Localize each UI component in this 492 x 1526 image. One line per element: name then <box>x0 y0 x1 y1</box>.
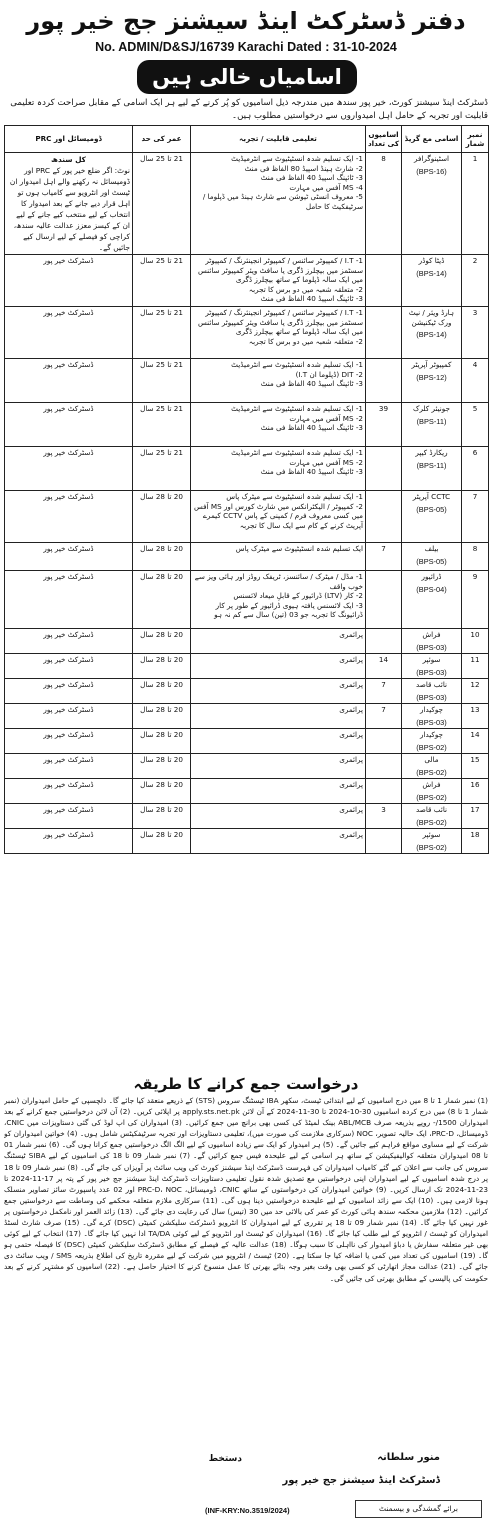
domicile-cell: ڈسٹرکٹ خیر پور <box>5 403 133 447</box>
domicile-cell: ڈسٹرکٹ خیر پور <box>5 729 133 754</box>
post-grade: (BPS-02) <box>416 767 447 777</box>
post-name: ہارڈ ویئر / نیٹ ورک ٹیکنیشن <box>408 308 455 327</box>
post-cell <box>402 779 462 804</box>
header-domicile: ڈومیسائل اور PRC <box>5 126 133 153</box>
post-count: 8 <box>366 153 402 255</box>
table-row <box>5 679 489 704</box>
post-cell <box>402 629 462 654</box>
domicile-note: نوٹ: اگر ضلع خیر پور کے PRC اور ڈومیسائل نہ رکھنے والے اہل امیدوار ان ٹیسٹ اور انٹرویو سے کامیاب ہوں تو اہل قرار دیے جانے کے بعد امیدوار کا انتخاب کے لیے منتخب کیے جانے کے لیے ان کے کیسز معزز عدالت عالیہ سندھ، کراچی کو فیصلے کے لیے ارسال کیے جائیں گے۔ <box>9 166 130 252</box>
age-limit: 20 تا 28 سال <box>133 654 191 679</box>
table-row <box>5 307 489 359</box>
post-name: کمپیوٹر آپریٹر <box>411 360 452 369</box>
post-grade: (BPS-14) <box>416 330 447 339</box>
post-name: ڈیٹا کوڈر <box>418 256 445 265</box>
age-limit: 21 تا 25 سال <box>133 255 191 307</box>
table-row <box>5 543 489 571</box>
header-qualification: تعلیمی قابلیت / تجربہ <box>191 126 366 153</box>
table-row <box>5 704 489 729</box>
age-limit: 20 تا 28 سال <box>133 704 191 729</box>
qualification-cell <box>191 654 366 679</box>
post-grade: (BPS-02) <box>416 817 447 827</box>
post-grade: (BPS-02) <box>416 742 447 752</box>
post-count <box>366 754 402 779</box>
post-grade: (BPS-04) <box>416 584 447 594</box>
qualification-line: پرائمری <box>339 755 363 764</box>
qualification-cell <box>191 153 366 255</box>
post-cell <box>402 543 462 571</box>
table-row <box>5 629 489 654</box>
age-limit: 20 تا 28 سال <box>133 629 191 654</box>
post-name: سوئپر <box>422 830 441 839</box>
post-name: بیلف <box>424 544 439 553</box>
qualification-cell <box>191 754 366 779</box>
table-row <box>5 491 489 543</box>
qualification-cell <box>191 571 366 629</box>
row-number: 16 <box>462 779 489 804</box>
post-grade: (BPS-03) <box>416 667 447 677</box>
post-cell <box>402 153 462 255</box>
post-count <box>366 571 402 629</box>
domicile-cell: ڈسٹرکٹ خیر پور <box>5 359 133 403</box>
row-number: 1 <box>462 153 489 255</box>
qualification-cell <box>191 679 366 704</box>
domicile-cell: ڈسٹرکٹ خیر پور <box>5 754 133 779</box>
post-name: ریکارڈ کیپر <box>415 448 448 457</box>
post-count <box>366 255 402 307</box>
age-limit: 21 تا 25 سال <box>133 447 191 491</box>
post-name: ڈرائیور <box>421 572 442 581</box>
post-grade: (BPS-02) <box>416 842 447 852</box>
qualification-line: 1- ایک تسلیم شدہ انسٹیٹیوٹ سے انٹرمیڈیٹ <box>231 154 363 163</box>
row-number: 14 <box>462 729 489 754</box>
row-number: 7 <box>462 491 489 543</box>
post-count: 7 <box>366 543 402 571</box>
qualification-cell <box>191 729 366 754</box>
row-number: 6 <box>462 447 489 491</box>
procedure-title: درخواست جمع کرانے کا طریقہ <box>133 1075 359 1093</box>
age-limit: 21 تا 25 سال <box>133 359 191 403</box>
table-row <box>5 255 489 307</box>
age-limit: 20 تا 28 سال <box>133 571 191 629</box>
qualification-cell <box>191 359 366 403</box>
qualification-line: 2- MS آفس میں مہارت <box>289 413 363 423</box>
age-limit: 20 تا 28 سال <box>133 829 191 854</box>
inf-code: (INF-KRY:No.3519/2024) <box>205 1506 290 1515</box>
post-count <box>366 491 402 543</box>
age-limit: 20 تا 28 سال <box>133 754 191 779</box>
post-name: سوئپر <box>422 655 441 664</box>
table-row <box>5 359 489 403</box>
qualification-line: 3- ٹائپنگ اسپیڈ 40 الفاظ فی منٹ <box>260 379 363 388</box>
qualification-line: 2- DIT (ڈپلوما ان I.T) <box>295 369 363 379</box>
post-name: مالی <box>424 755 439 764</box>
row-number: 17 <box>462 804 489 829</box>
qualification-line: 3- ٹائپنگ اسپیڈ 40 الفاظ فی منٹ <box>260 467 363 476</box>
qualification-line: ایک تسلیم شدہ انسٹیٹیوٹ سے میٹرک پاس <box>235 544 363 553</box>
row-number: 10 <box>462 629 489 654</box>
post-name: چوکیدار <box>420 705 443 714</box>
table-header-row <box>5 126 489 153</box>
post-grade: (BPS-05) <box>416 556 447 566</box>
post-name: جونیئر کلرک <box>413 404 450 413</box>
row-number: 12 <box>462 679 489 704</box>
qualification-line: 2- کمپیوٹر / الیکٹرانکس میں شارٹ کورس اور MS آفس میں کسی معروف فرم / کمپنی کے پاس CCTV کیمرے آپریٹ کرنے کے کام سے ایک سال کا تجربہ <box>194 501 363 530</box>
qualification-line: 2- متعلقہ شعبہ میں دو برس کا تجربہ <box>248 284 363 294</box>
domicile-cell: ڈسٹرکٹ خیر پور <box>5 629 133 654</box>
post-cell <box>402 804 462 829</box>
procedure-text: (1) نمبر شمار 1 تا 8 میں درج اسامیوں کے لیے ابتدائی ٹیسٹ، سکھر IBA ٹیسٹنگ سروس (STS) کے ذریعے منعقد کیا جائے گا۔ دلچسپی کے حامل امیدواران (نمبر شمار 1 تا 8) میں درج کردہ اسامیوں 30-10-2024 تا 30-11-2024 کے آن لائن apply.sts.net.pk پر اپلائی کریں۔ (2) آن لائن درخواستیں جمع کرانے کے بعد امیدواران 1500/- روپے بذریعہ صرف ABL/MCB بینک لمیٹڈ کی کسی بھی برانچ میں جمع کرائیں۔ (3) امیدواران کی اپ لوڈ کی گئی دستاویزات میں CNIC، ڈومیسائل، PRC-D، ایک حالیہ تصویر، NOC (سرکاری ملازمت کی صورت میں)، تعلیمی دستاویزات اور تجربہ سرٹیفکیٹس شامل ہوں۔ (4) خواتین امیدواران کو شرکت کے لیے مساوی مواقع فراہم کیے جائیں گے۔ (5) ہر امیدوار کو ایک سے زیادہ اسامیوں کے لیے الگ الگ درخواستیں جمع کرانا ہوں گی۔ (6) نمبر شمار 01 تا 08 امیدواران متعلقہ کوالیفیکیشن کے ساتھ ہر اسامی کے لیے علیحدہ فیس جمع کرائیں گے۔ (7) نمبر شمار 09 تا 18 کی اسامیوں کے لیے SIBA ٹیسٹنگ سروس کی جانب سے اعلان کیے گئے کامیاب امیدواران کی فہرست ڈسٹرکٹ اینڈ سیشنز کورٹ کی ویب سائٹ پر آویزاں کی جائے گی۔ (8) نمبر شمار 09 تا 18 پر درج شدہ اسامیوں کے لیے امیدواران اپنی درخواستیں مع تصدیق شدہ نقول تعلیمی دستاویزات ڈسٹرکٹ اینڈ سیشنز جج خیر پور کے پتہ پر 17-11-2024 تا 23-11-2024 تک ارسال کریں۔ (9) خواتین امیدواران کی درخواستوں کے ساتھ CNIC، ڈومیسائل، PRC-D، NOC اور 02 عدد پاسپورٹ سائز تصاویر منسلک ہونا لازمی ہیں۔ (10) ایک سے زائد اسامیوں کے لیے علیحدہ درخواستیں دینا ہوں گی۔ (11) سرکاری ملازم متعلقہ محکمے کی وساطت سے درخواستیں جمع کرائیں۔ (12) ملازمین محکمہ سندھ ہائی کورٹ کو عمر کی بالائی حد میں 30 (تیس) سال کی رعایت دی جائے گی۔ (13) زائد العمر اور نامکمل درخواستوں پر غور نہیں کیا جائے گا۔ (14) نمبر شمار 09 تا 18 پر تقرری کے لیے امیدواران کا انٹرویو ڈسٹرکٹ سلیکشن کمیٹی (DSC) کرے گی۔ (15) صرف شارٹ لسٹڈ امیدواران کو ٹیسٹ / انٹرویو کے لیے طلب کیا جائے گا۔ (16) امیدواران کو ٹیسٹ اور انٹرویو کے لیے کوئی TA/DA ادا نہیں کیا جائے گا۔ (17) انتخاب کے لیے کوئی بھی غیر متعلقہ سفارش یا دباؤ امیدوار کی نااہلی کا سبب ہوگا۔ (18) عدالت عالیہ کے فیصلے کے مطابق ڈسٹرکٹ سلیکشن کمیٹی (DSC) کا فیصلہ حتمی ہو گا۔ (19) اسامیوں کی تعداد میں کمی یا اضافہ کیا جا سکتا ہے۔ (20) ٹیسٹ / انٹرویو میں شرکت کے لیے مقررہ تاریخ کی اطلاع بذریعہ SMS / ویب سائٹ دی جائے گی۔ (21) عدالت مجاز اتھارٹی کو کسی بھی وقت بغیر وجہ بتائے بھرتی کا عمل منسوخ کرنے کا اختیار حاصل ہے۔ (22) اسامیوں کو مشتہر کرنے کے بعد حکومت کی پالیسی کے مطابق بھرتی کی جائیں گی۔ <box>4 1096 488 1283</box>
qualification-line: پرائمری <box>339 830 363 839</box>
domicile-cell: ڈسٹرکٹ خیر پور <box>5 543 133 571</box>
post-cell <box>402 704 462 729</box>
qualification-line: 2- متعلقہ شعبہ میں دو برس کا تجربہ <box>248 336 363 346</box>
domicile-cell: ڈسٹرکٹ خیر پور <box>5 679 133 704</box>
qualification-cell <box>191 447 366 491</box>
qualification-line: پرائمری <box>339 680 363 689</box>
table-row <box>5 804 489 829</box>
table-row <box>5 729 489 754</box>
post-count <box>366 359 402 403</box>
qualification-line: 3- ٹائپنگ اسپیڈ 40 الفاظ فی منٹ <box>260 173 363 182</box>
qualification-line: 1- I.T / کمپیوٹر سائنس / کمپیوٹر انجینئرنگ / کمپیوٹر سسٹمز میں بیچلرز ڈگری یا سافٹ ویئر کمپیوٹر سائنس میں ایک سالہ ڈپلوما کے ساتھ بیچلرز ڈگری <box>198 256 363 284</box>
qualification-line: پرائمری <box>339 805 363 814</box>
post-cell <box>402 491 462 543</box>
qualification-cell <box>191 543 366 571</box>
domicile-cell: ڈسٹرکٹ خیر پور <box>5 255 133 307</box>
age-limit: 20 تا 28 سال <box>133 491 191 543</box>
footer-stamp: برائے گمشدگی و بیسمنٹ <box>355 1500 482 1518</box>
qualification-line: پرائمری <box>339 730 363 739</box>
table-row <box>5 829 489 854</box>
row-number: 2 <box>462 255 489 307</box>
age-limit: 21 تا 25 سال <box>133 153 191 255</box>
qualification-cell <box>191 829 366 854</box>
qualification-line: 1- ایک تسلیم شدہ انسٹیٹیوٹ سے انٹرمیڈیٹ <box>231 404 363 413</box>
domicile-cell: ڈسٹرکٹ خیر پور <box>5 654 133 679</box>
post-count <box>366 447 402 491</box>
signatory-name: منور سلطانہ <box>377 1452 440 1463</box>
post-grade: (BPS-03) <box>416 717 447 727</box>
age-limit: 20 تا 28 سال <box>133 679 191 704</box>
post-cell <box>402 447 462 491</box>
post-cell <box>402 829 462 854</box>
qualification-cell <box>191 403 366 447</box>
table-row <box>5 571 489 629</box>
vacancies-banner: اسامیاں خالی ہیں <box>137 60 357 94</box>
post-cell <box>402 307 462 359</box>
qualification-line: 2- کار (LTV) ڈرائیور کے قابلِ میعاد لائسنس <box>233 591 363 600</box>
domicile-cell: ڈسٹرکٹ خیر پور <box>5 571 133 629</box>
table-body <box>5 153 489 854</box>
header-post: اسامی مع گریڈ <box>402 126 462 153</box>
qualification-cell <box>191 704 366 729</box>
office-title: دفتر ڈسٹرکٹ اینڈ سیشنز جج خیر پور <box>26 7 466 35</box>
post-count: 7 <box>366 679 402 704</box>
row-number: 3 <box>462 307 489 359</box>
post-count: 3 <box>366 804 402 829</box>
post-grade: (BPS-03) <box>416 642 447 652</box>
qualification-line: 2- شارٹ ہینڈ اسپیڈ 80 الفاظ فی منٹ <box>244 163 363 173</box>
qualification-line: پرائمری <box>339 705 363 714</box>
post-grade: (BPS-03) <box>416 692 447 702</box>
row-number: 13 <box>462 704 489 729</box>
post-grade: (BPS-11) <box>416 416 447 426</box>
post-count: 14 <box>366 654 402 679</box>
qualification-line: 3- ایک لائسنس یافتہ ہیوی ڈرائیور کے طور پر کار ڈرائیونگ کا تجربہ جو 03 (تین) سال سے کم نہ ہو <box>214 600 363 619</box>
qualification-cell <box>191 629 366 654</box>
qualification-line: 3- ٹائپنگ اسپیڈ 40 الفاظ فی منٹ <box>260 294 363 303</box>
domicile-cell: ڈسٹرکٹ خیر پور <box>5 779 133 804</box>
post-name: فراش <box>422 780 441 789</box>
post-grade: (BPS-12) <box>416 372 447 382</box>
vacancy-table <box>4 125 489 854</box>
post-name: CCTC آپریٹر <box>412 492 451 501</box>
table-row <box>5 153 489 255</box>
signatory-office: ڈسٹرکٹ اینڈ سیشنز جج خیر پور <box>282 1475 440 1486</box>
qualification-line: 2- MS آفس میں مہارت <box>289 457 363 467</box>
post-cell <box>402 403 462 447</box>
post-cell <box>402 654 462 679</box>
qualification-cell <box>191 804 366 829</box>
row-number: 15 <box>462 754 489 779</box>
qualification-cell <box>191 255 366 307</box>
post-count <box>366 307 402 359</box>
domicile-cell: ڈسٹرکٹ خیر پور <box>5 829 133 854</box>
table-row <box>5 447 489 491</box>
post-count: 39 <box>366 403 402 447</box>
header-age: عمر کی حد <box>133 126 191 153</box>
qualification-line: 5- معروف انسٹی ٹیوشن سے شارٹ ہینڈ میں ڈپلوما / سرٹیفکیٹ کا حامل <box>202 192 363 211</box>
qualification-line: 1- ایک تسلیم شدہ انسٹیٹیوٹ سے انٹرمیڈیٹ <box>231 360 363 369</box>
post-cell <box>402 754 462 779</box>
table-row <box>5 754 489 779</box>
age-limit: 20 تا 28 سال <box>133 543 191 571</box>
qualification-line: 1- ایک تسلیم شدہ انسٹیٹیوٹ سے انٹرمیڈیٹ <box>231 448 363 457</box>
row-number: 8 <box>462 543 489 571</box>
post-name: نائب قاصد <box>415 680 448 689</box>
post-count <box>366 629 402 654</box>
qualification-line: پرائمری <box>339 630 363 639</box>
age-limit: 21 تا 25 سال <box>133 403 191 447</box>
table-row <box>5 654 489 679</box>
post-count <box>366 829 402 854</box>
post-name: چوکیدار <box>420 730 443 739</box>
domicile-cell: ڈسٹرکٹ خیر پور <box>5 491 133 543</box>
post-grade: (BPS-02) <box>416 792 447 802</box>
qualification-line: 1- مڈل / میٹرک / سائنسز، ٹریفک روڈز اور ہائی ویز سے خوب واقف <box>194 572 363 591</box>
qualification-line: پرائمری <box>339 655 363 664</box>
post-grade: (BPS-16) <box>416 166 447 176</box>
domicile-cell: ڈسٹرکٹ خیر پور <box>5 307 133 359</box>
domicile-cell: ڈسٹرکٹ خیر پور <box>5 804 133 829</box>
row-number: 9 <box>462 571 489 629</box>
domicile-note-title: کل سندھ <box>51 155 86 164</box>
post-grade: (BPS-14) <box>416 268 447 278</box>
qualification-line: 3- ٹائپنگ اسپیڈ 40 الفاظ فی منٹ <box>260 423 363 432</box>
post-grade: (BPS-11) <box>416 460 447 470</box>
row-number: 11 <box>462 654 489 679</box>
table-row <box>5 403 489 447</box>
post-cell <box>402 359 462 403</box>
domicile-cell: ڈسٹرکٹ خیر پور <box>5 704 133 729</box>
intro-text: ڈسٹرکٹ اینڈ سیشنز کورٹ، خیر پور سندھ میں مندرجہ ذیل اسامیوں کو پُر کرنے کے لیے ہر ایک اسامی کے مقابل صراحت کردہ تعلیمی قابلیت اور تجربہ کے حامل اہل امیدواروں سے درخواستیں مطلوب ہیں۔ <box>10 98 488 121</box>
qualification-cell <box>191 307 366 359</box>
post-count: 7 <box>366 704 402 729</box>
row-number: 4 <box>462 359 489 403</box>
post-cell <box>402 729 462 754</box>
row-number: 18 <box>462 829 489 854</box>
header-no: نمبر شمار <box>462 126 489 153</box>
header-count: اسامیوں کی تعداد <box>366 126 402 153</box>
qualification-line: پرائمری <box>339 780 363 789</box>
qualification-cell <box>191 491 366 543</box>
age-limit: 21 تا 25 سال <box>133 307 191 359</box>
post-cell <box>402 679 462 704</box>
qualification-line: 1- ایک تسلیم شدہ انسٹیٹیوٹ سے میٹرک پاس <box>226 492 363 501</box>
post-grade: (BPS-05) <box>416 504 447 514</box>
post-count <box>366 729 402 754</box>
qualification-line: 4- MS آفس میں مہارت <box>289 182 363 192</box>
table-row <box>5 779 489 804</box>
row-number: 5 <box>462 403 489 447</box>
domicile-cell <box>5 153 133 255</box>
reference-number: No. ADMIN/D&SJ/16739 Karachi Dated : 31-10-2024 <box>95 40 397 54</box>
qualification-line: 1- I.T / کمپیوٹر سائنس / کمپیوٹر انجینئرنگ / کمپیوٹر سسٹمز میں بیچلرز ڈگری یا سافٹ ویئر کمپیوٹر سائنس میں ایک سالہ ڈپلوما کے ساتھ بیچلرز ڈگری <box>198 308 363 336</box>
post-cell <box>402 571 462 629</box>
post-name: نائب قاصد <box>415 805 448 814</box>
domicile-cell: ڈسٹرکٹ خیر پور <box>5 447 133 491</box>
post-cell <box>402 255 462 307</box>
age-limit: 20 تا 28 سال <box>133 779 191 804</box>
age-limit: 20 تا 28 سال <box>133 804 191 829</box>
post-count <box>366 779 402 804</box>
post-name: فراش <box>422 630 441 639</box>
qualification-cell <box>191 779 366 804</box>
signature-label: دستخط <box>208 1454 242 1464</box>
post-name: اسٹینوگرافر <box>413 154 450 163</box>
age-limit: 20 تا 28 سال <box>133 729 191 754</box>
